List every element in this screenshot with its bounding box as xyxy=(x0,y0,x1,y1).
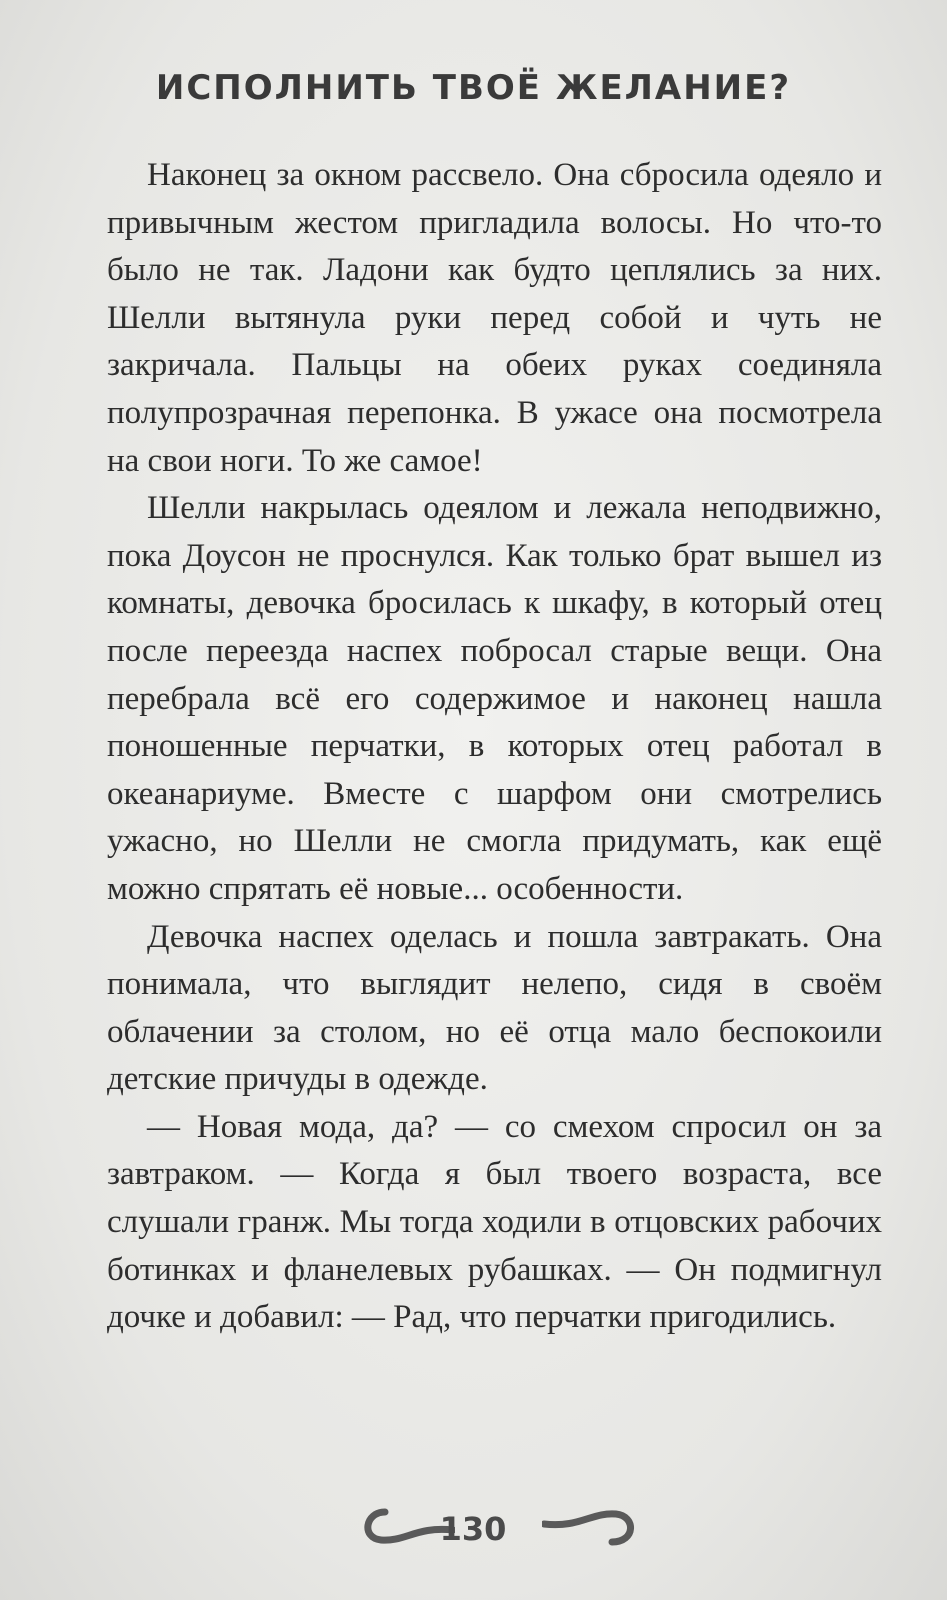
body-text xyxy=(107,152,882,1342)
page-number: 130 xyxy=(439,1510,507,1548)
page-footer xyxy=(0,1500,947,1560)
running-header: ИСПОЛНИТЬ ТВОЁ ЖЕЛАНИЕ? xyxy=(155,68,792,108)
paragraph-1: Наконец за окном рассвело. Она сбросила одеяло и привычным жестом пригладила волосы. Но что-то было не так. Ладони как будто цеплялись за них. Шелли вытянула руки перед собой и чуть не закричала. Пальцы на обеих руках соединяла полупрозрачная перепонка. В ужасе она посмотрела на свои ноги. То же самое! xyxy=(107,157,882,479)
right-swirl-icon xyxy=(542,1502,642,1552)
paragraph-4: — Новая мода, да? — со смехом спросил он за завтраком. — Когда я был твоего возраста, все слушали гранж. Мы тогда ходили в отцовских рабочих ботинках и фланелевых рубашках. — Он подмигнул дочке и добавил: — Рад, что перчатки пригодились. xyxy=(107,1108,882,1336)
paragraph-3: Девочка наспех оделась и пошла завтракать. Она понимала, что выглядит нелепо, сидя в своём облачении за столом, но её отца мало беспокоили детские причуды в одежде. xyxy=(107,918,882,1098)
paragraph-2: Шелли накрылась одеялом и лежала неподвижно, пока Доусон не проснулся. Как только брат вышел из комнаты, девочка бросилась к шкафу, в который отец после переезда наспех побросал старые вещи. Она перебрала всё его содержимое и наконец нашла поношенные перчатки, в которых отец работал в океанариуме. Вместе с шарфом они смотрелись ужасно, но Шелли не смогла придумать, как ещё можно спрятать её новые... особенности. xyxy=(107,490,882,907)
